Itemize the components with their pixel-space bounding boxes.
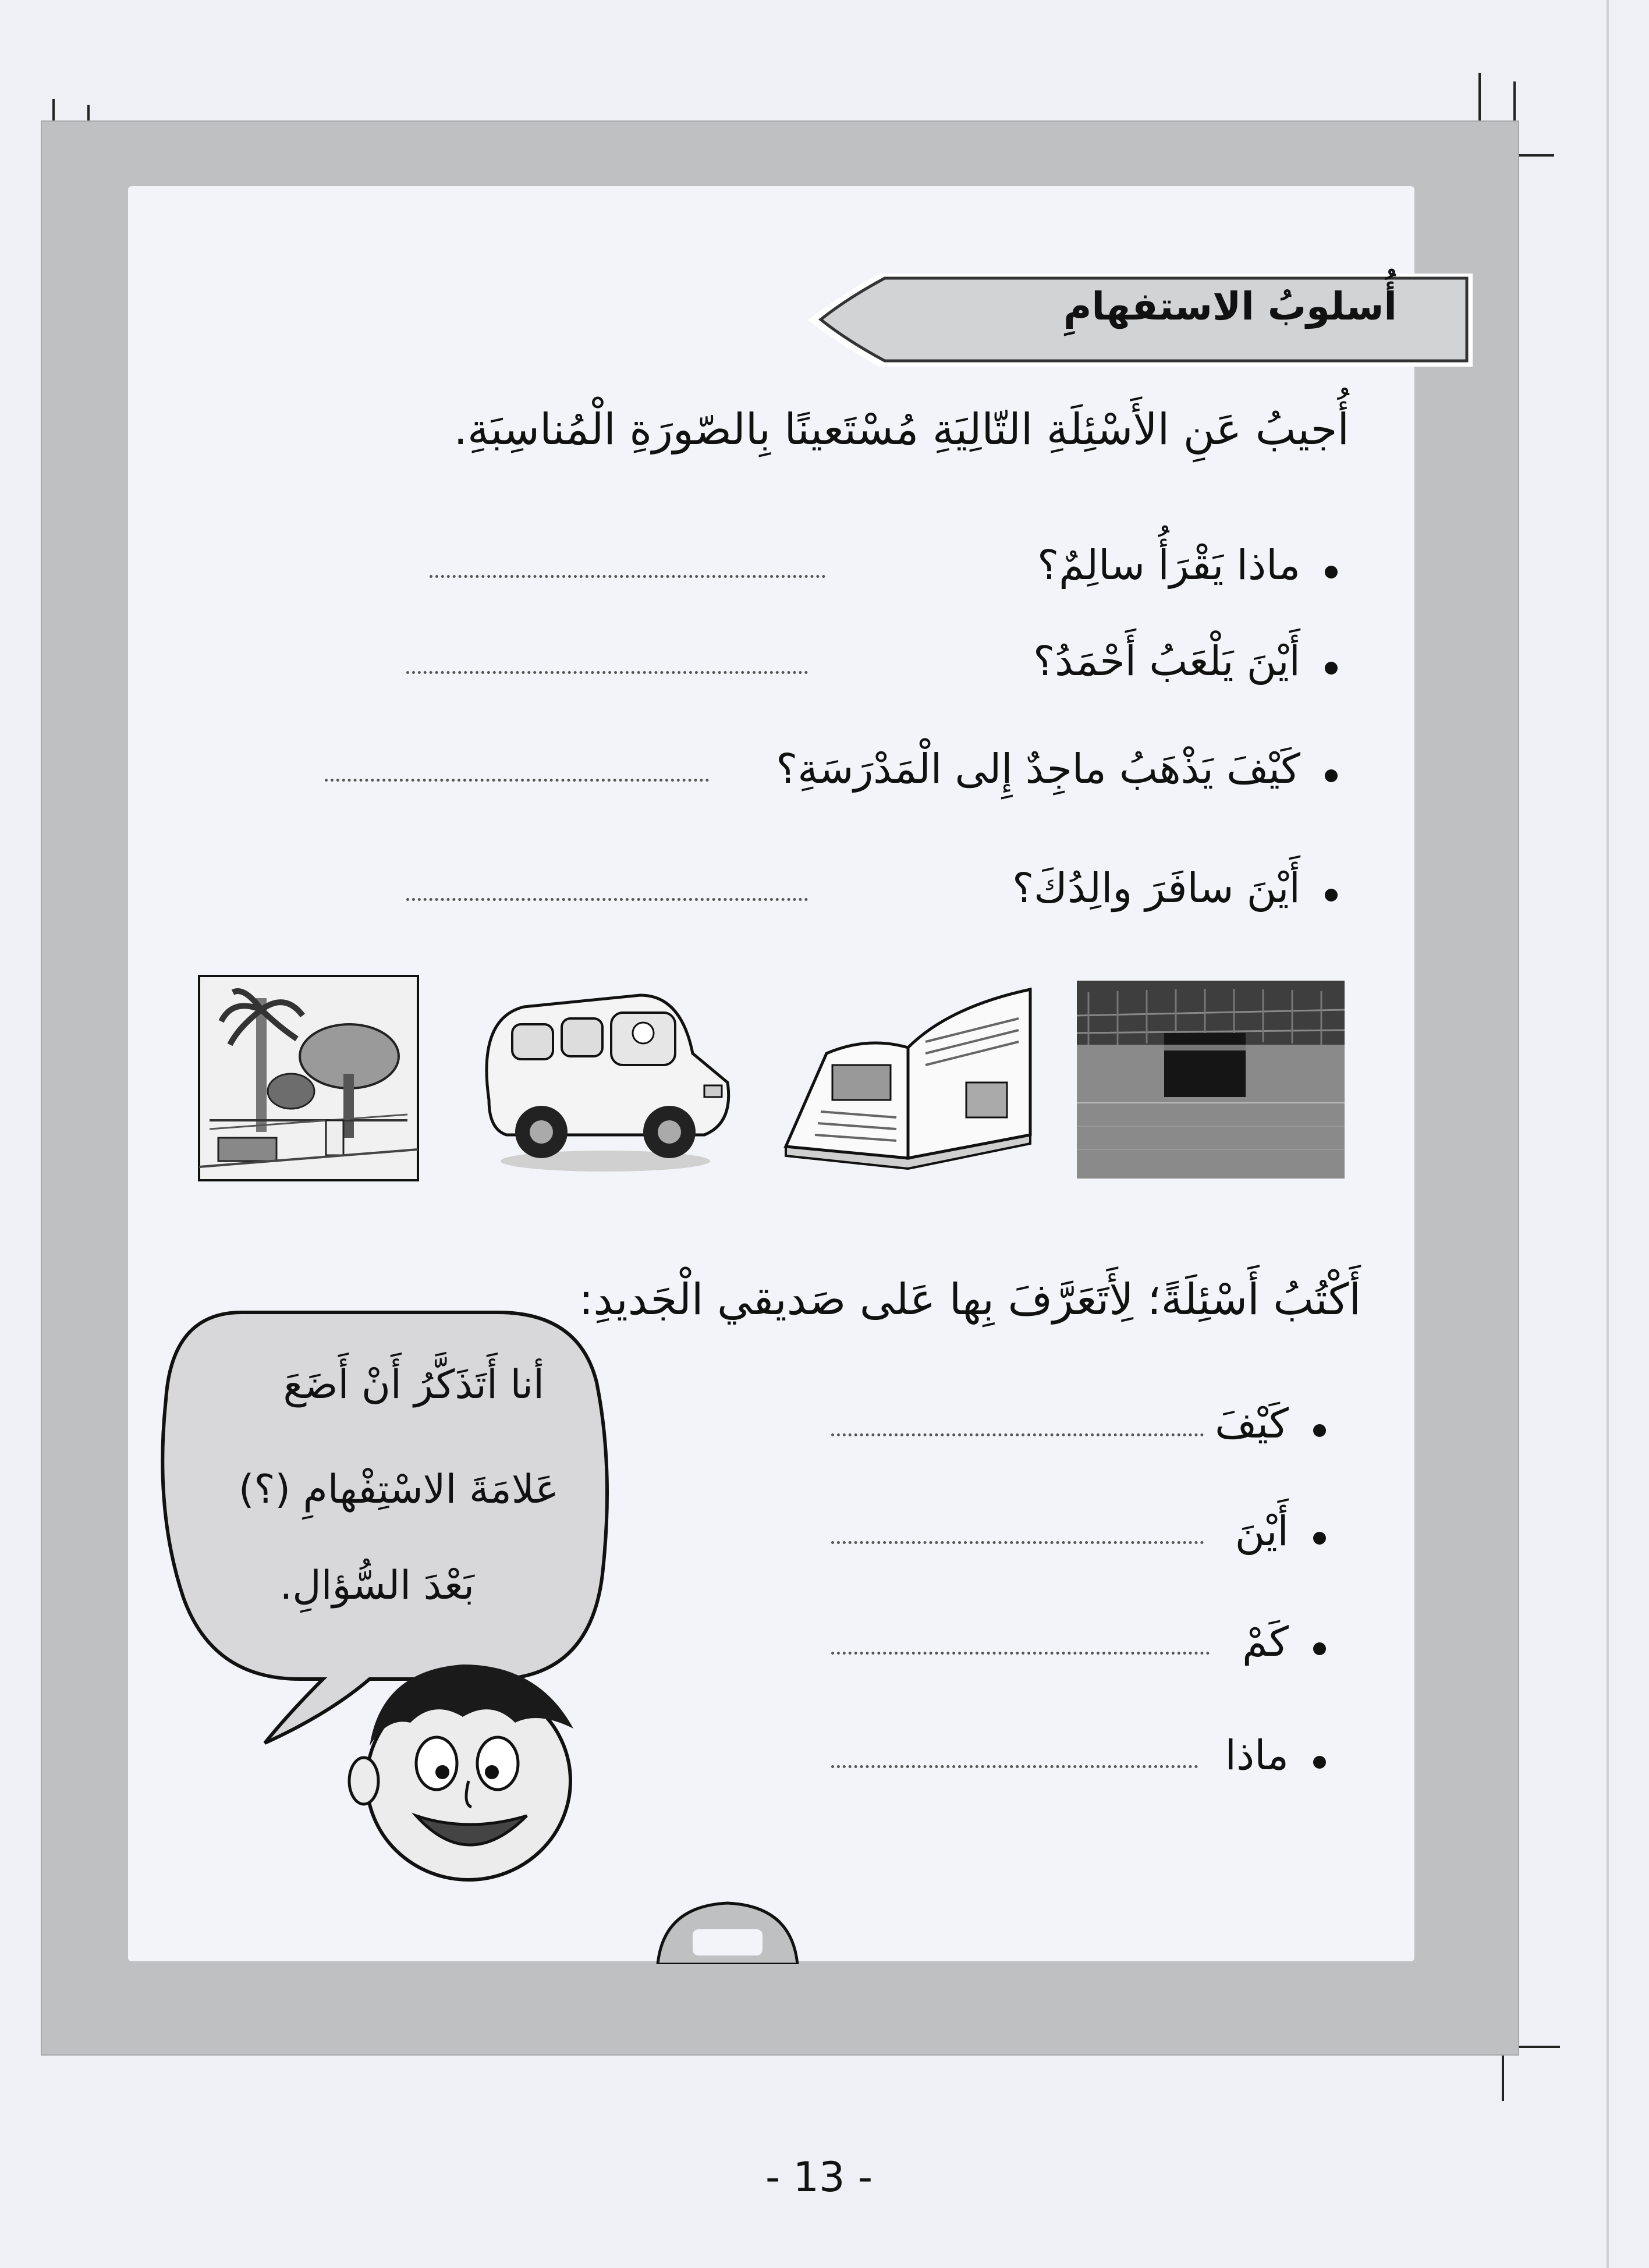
prompt-1 (831, 1400, 1326, 1458)
title-banner (803, 268, 1478, 372)
question-3 (325, 745, 1338, 803)
park-picture (198, 975, 419, 1181)
bubble-line-1: أنا أَتَذَكَّرُ أَنْ أَضَعَ (283, 1362, 544, 1408)
boy-cartoon (346, 1647, 591, 1891)
answer-line[interactable] (406, 671, 808, 674)
crop-mark (1502, 2049, 1504, 2101)
page-tab (652, 1900, 803, 1964)
prompt-2 (831, 1507, 1326, 1566)
page-number: - 13 - (765, 2153, 873, 2201)
answer-line[interactable] (406, 898, 808, 901)
answer-line[interactable] (831, 1433, 1204, 1436)
question-text: ماذا يَقْرَأُ سالِمٌ؟ (1037, 541, 1300, 589)
question-text: أَيْنَ سافَرَ والِدُكَ؟ (1012, 864, 1300, 912)
question-text: أَيْنَ يَلْعَبُ أَحْمَدُ؟ (1033, 637, 1300, 685)
question-text: كَيْفَ يَذْهَبُ ماجِدٌ إِلى الْمَدْرَسَةِ؟ (776, 745, 1300, 793)
section1-instruction: أُجيبُ عَنِ الأَسْئِلَةِ التّالِيَةِ مُسْتَعينًا بِالصّورَةِ الْمُناسِبَةِ. (453, 404, 1349, 455)
section2-instruction: أَكْتُبُ أَسْئِلَةً؛ لِأَتَعَرَّفَ بِها عَلى صَديقي الْجَديدِ: (579, 1275, 1361, 1325)
prompt-text: كَيْفَ (1215, 1400, 1289, 1447)
answer-line[interactable] (430, 575, 825, 578)
prompt-4 (831, 1731, 1326, 1790)
answer-line[interactable] (831, 1765, 1198, 1768)
question-4 (406, 864, 1338, 922)
bubble-line-3: بَعْدَ السُّؤالِ. (279, 1563, 474, 1609)
page-title: أُسلوبُ الاستفهامِ (1063, 284, 1397, 329)
bus-picture (471, 984, 739, 1176)
answer-line[interactable] (831, 1541, 1204, 1544)
answer-line[interactable] (325, 779, 709, 782)
bubble-line-2: عَلامَةَ الاسْتِفْهامِ (؟) (238, 1467, 559, 1513)
question-2 (406, 637, 1338, 695)
prompt-3 (831, 1618, 1326, 1676)
kaaba-photo (1077, 981, 1345, 1179)
prompt-text: ماذا (1225, 1731, 1289, 1779)
prompt-text: أَيْنَ (1235, 1507, 1289, 1555)
book-picture (774, 984, 1042, 1170)
answer-line[interactable] (831, 1652, 1210, 1655)
question-1 (430, 541, 1338, 599)
crop-mark (1607, 0, 1609, 2268)
prompt-text: كَمْ (1242, 1618, 1289, 1666)
